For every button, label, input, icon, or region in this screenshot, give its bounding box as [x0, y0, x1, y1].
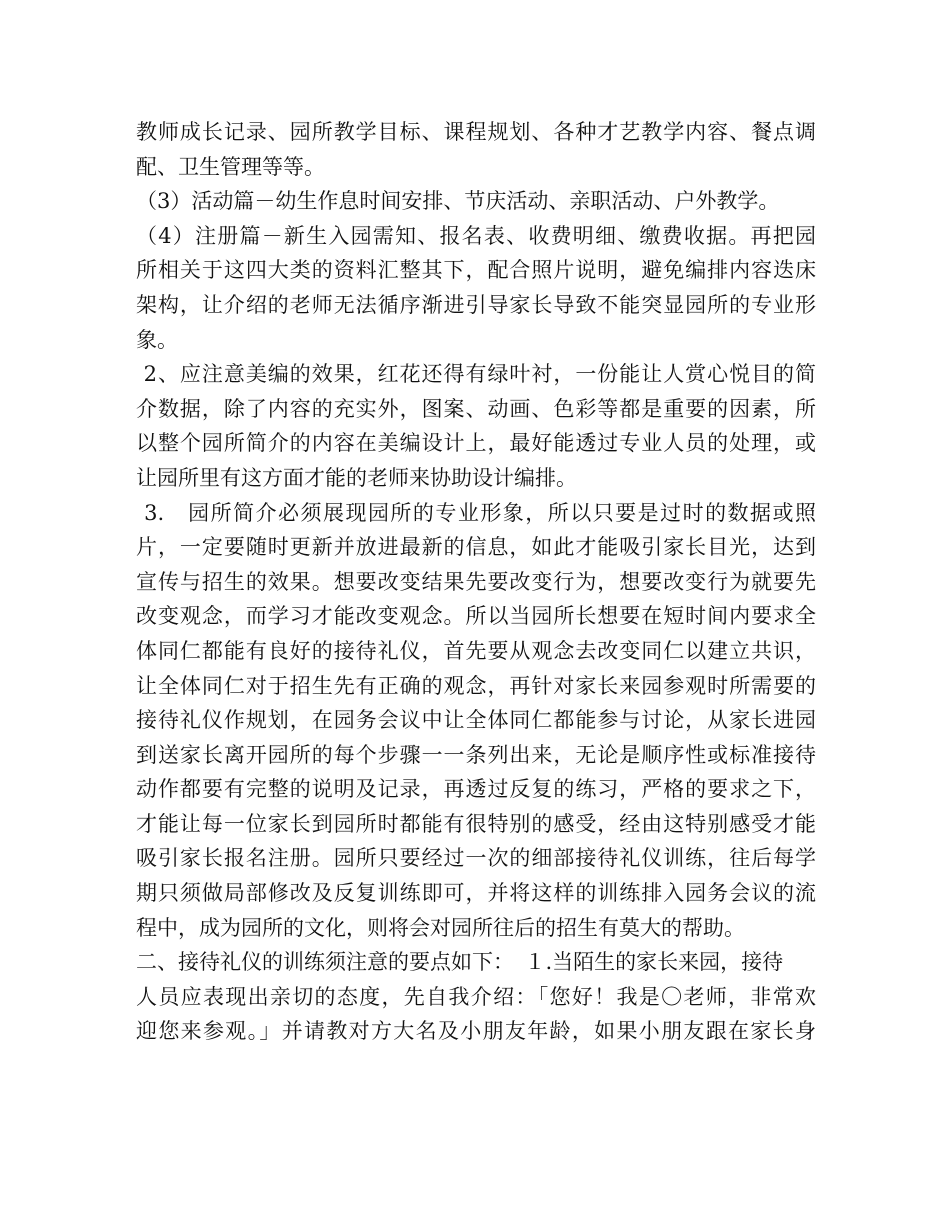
text-line: 介数据，除了内容的充实外，图案、动画、色彩等都是重要的因素，所: [136, 396, 816, 421]
text-line: 架构，让介绍的老师无法循序渐进引导家长导致不能突显园所的专业形: [136, 292, 816, 317]
text-line: （4）注册篇－新生入园需知、报名表、收费明细、缴费收据。再把园: [136, 223, 816, 248]
text-line: 3. 园所简介必须展现园所的专业形象，所以只要是过时的数据或照: [136, 500, 816, 525]
text-line: 二、接待礼仪的训练须注意的要点如下： １.当陌生的家长来园，接待: [136, 950, 784, 975]
text-line: 迎您来参观。」并请教对方大名及小朋友年龄，如果小朋友跟在家长身: [136, 1019, 816, 1044]
text-line: 2、应注意美编的效果，红花还得有绿叶衬，一份能让人赏心悦目的简: [136, 362, 816, 387]
text-line: 期只须做局部修改及反复训练即可，并将这样的训练排入园务会议的流: [136, 881, 816, 906]
text-line: 到送家长离开园所的每个步骤一一条列出来，无论是顺序性或标准接待: [136, 742, 816, 767]
text-line: （3）活动篇－幼生作息时间安排、节庆活动、亲职活动、户外教学。: [136, 189, 780, 214]
text-line: 人员应表现出亲切的态度，先自我介绍：「您好！我是〇老师，非常欢: [136, 984, 816, 1009]
text-line: 吸引家长报名注册。园所只要经过一次的细部接待礼仪训练，往后每学: [136, 846, 816, 871]
text-line: 动作都要有完整的说明及记录，再透过反复的练习，严格的要求之下，: [136, 777, 816, 802]
text-line: 以整个园所简介的内容在美编设计上，最好能透过专业人员的处理，或: [136, 431, 816, 456]
text-line: 象。: [136, 327, 178, 352]
text-line: 让全体同仁对于招生先有正确的观念，再针对家长来园参观时所需要的: [136, 673, 816, 698]
text-line: 体同仁都能有良好的接待礼仪，首先要从观念去改变同仁以建立共识，: [136, 638, 816, 663]
text-line: 宣传与招生的效果。想要改变结果先要改变行为，想要改变行为就要先: [136, 569, 816, 594]
text-line: 教师成长记录、园所教学目标、课程规划、各种才艺教学内容、餐点调: [136, 120, 816, 144]
text-line: 配、卫生管理等等。: [136, 154, 325, 179]
text-line: 才能让每一位家长到园所时都能有很特别的感受，经由这特别感受才能: [136, 811, 816, 836]
text-line: 所相关于这四大类的资料汇整其下，配合照片说明，避免编排内容迭床: [136, 258, 816, 283]
text-line: 接待礼仪作规划，在园务会议中让全体同仁都能参与讨论，从家长进园: [136, 708, 816, 733]
text-line: 程中，成为园所的文化，则将会对园所往后的招生有莫大的帮助。: [136, 915, 745, 940]
text-line: 片，一定要随时更新并放进最新的信息，如此才能吸引家长目光，达到: [136, 535, 816, 560]
body-text: [136, 115, 816, 1049]
text-line: 改变观念，而学习才能改变观念。所以当园所长想要在短时间内要求全: [136, 604, 816, 629]
text-line: 让园所里有这方面才能的老师来协助设计编排。: [136, 465, 577, 490]
